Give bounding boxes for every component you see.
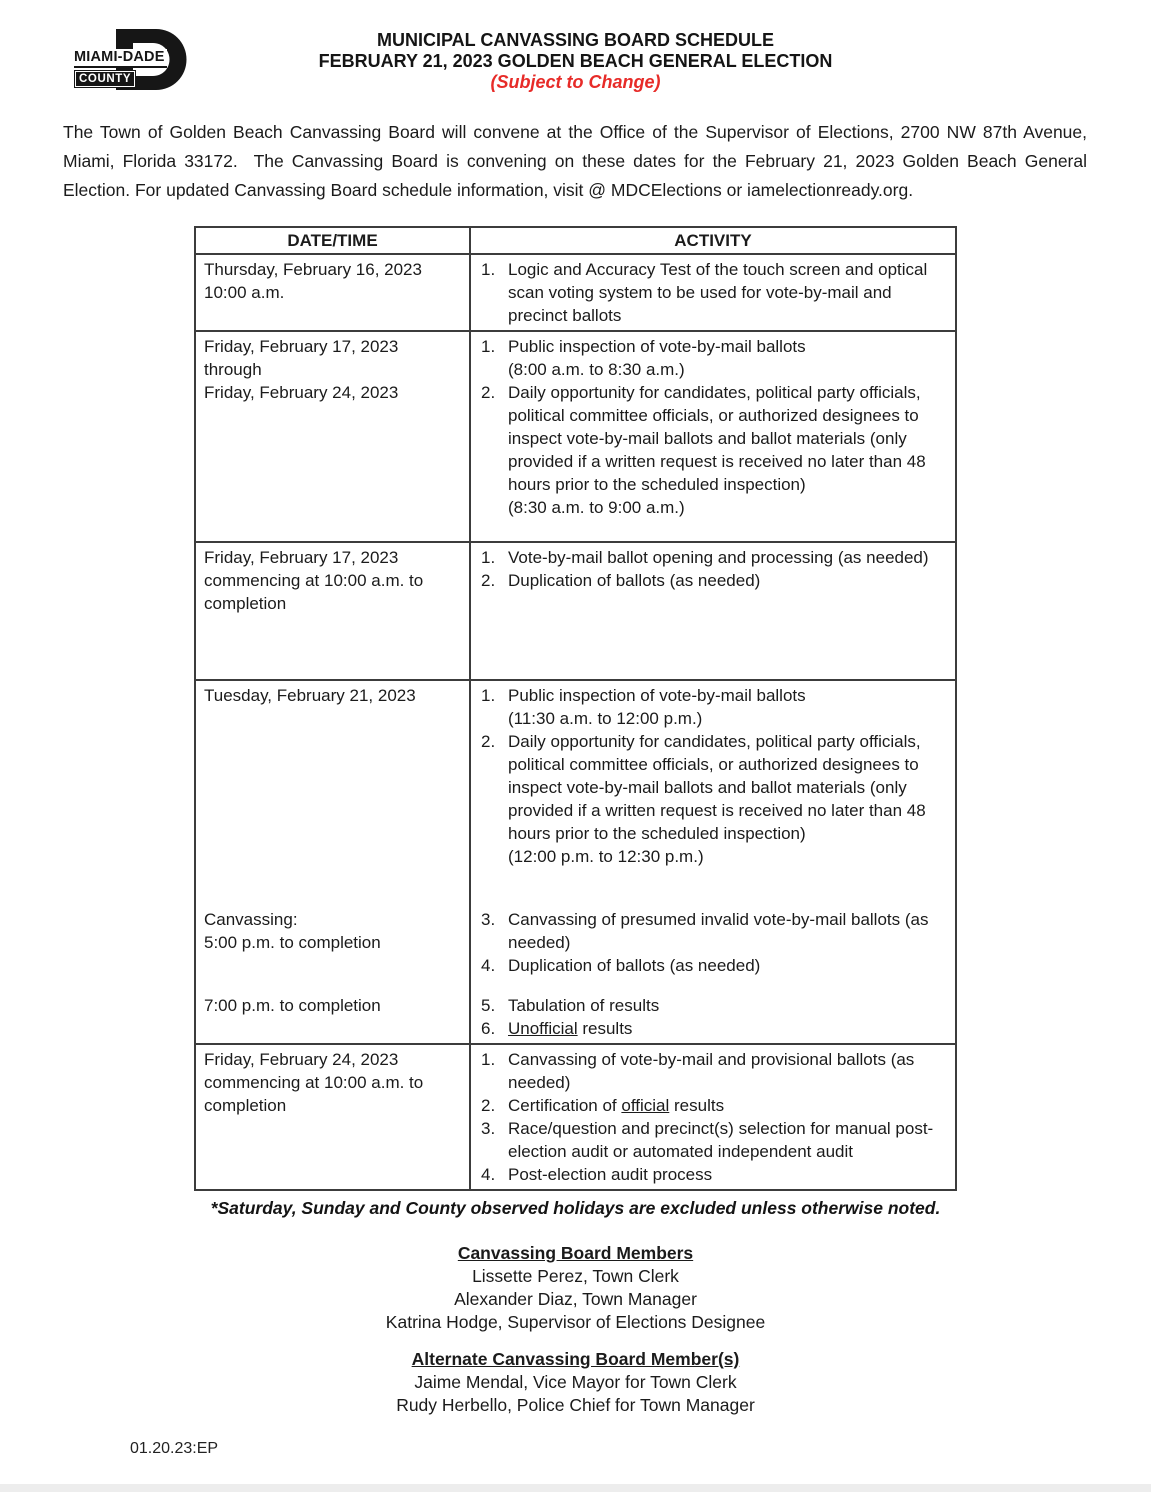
date-time-cell	[196, 1045, 471, 1189]
board-members-list	[0, 1265, 1151, 1334]
logo-county-text: COUNTY	[74, 70, 136, 88]
date-time-line: Friday, February 17, 2023	[204, 548, 399, 567]
activity-item-text: Public inspection of vote-by-mail ballots (11:30 a.m. to 12:00 p.m.)	[508, 686, 806, 728]
table-row-section	[196, 681, 955, 905]
table-body	[196, 255, 955, 1189]
date-time-line: Thursday, February 16, 2023	[204, 260, 422, 279]
date-time-line: Friday, February 24, 2023	[204, 1050, 399, 1069]
activity-item	[481, 1117, 947, 1163]
activity-item-text: Certification of official results	[508, 1096, 725, 1115]
board-member: Alexander Diaz, Town Manager	[454, 1289, 697, 1309]
column-header-activity: ACTIVITY	[674, 231, 752, 250]
activity-item-text: Unofficial results	[508, 1019, 633, 1038]
activity-item-number: 3.	[481, 1119, 496, 1138]
date-time-line: commencing at 10:00 a.m. to	[204, 1073, 424, 1092]
page-bottom-edge	[0, 1484, 1151, 1492]
date-time-line: through	[204, 360, 262, 379]
activity-item-text: Canvassing of presumed invalid vote-by-mail ballots (as needed)	[508, 910, 929, 952]
date-time-line: Friday, February 24, 2023	[204, 383, 399, 402]
logo-name-text: MIAMI-DADE	[74, 49, 167, 68]
activity-item-text: Vote-by-mail ballot opening and processing (as needed)	[508, 548, 929, 567]
activity-item-number: 2.	[481, 571, 496, 590]
table-row-section	[196, 543, 955, 679]
activity-item-text: Tabulation of results	[508, 996, 660, 1015]
activity-cell	[471, 991, 955, 1043]
activity-item-number: 1.	[481, 686, 496, 705]
activity-item	[481, 335, 947, 381]
activity-item-number: 2.	[481, 1096, 496, 1115]
date-time-cell	[196, 255, 471, 330]
activity-item	[481, 684, 947, 730]
activity-cell	[471, 681, 955, 905]
activity-item	[481, 569, 947, 592]
activity-cell	[471, 1045, 955, 1189]
alternate-members-section	[0, 1348, 1151, 1417]
activity-item-number: 4.	[481, 956, 496, 975]
table-row	[196, 541, 955, 679]
date-time-line: Canvassing:	[204, 910, 298, 929]
table-row	[196, 330, 955, 541]
column-header-date-time: DATE/TIME	[196, 228, 471, 253]
table-row-section	[196, 991, 955, 1043]
activity-item-text: Race/question and precinct(s) selection for manual post-election audit or automated independent audit	[508, 1119, 934, 1161]
schedule-table	[194, 226, 957, 1191]
board-member: Katrina Hodge, Supervisor of Elections Designee	[385, 1312, 766, 1332]
activity-item-number: 1.	[481, 1050, 496, 1069]
date-time-cell	[196, 681, 471, 905]
table-header-row	[196, 228, 955, 255]
date-time-cell	[196, 905, 471, 991]
intro-paragraph: The Town of Golden Beach Canvassing Board will convene at the Office of the Supervisor of Elections, 2700 NW 87th Avenue, Miami, Florida 33172. The Canvassing Board is convening on these dates for the February 21, 2023 Golden Beach General Election. For updated Canvassing Board schedule information, visit @ MDCElections or iamelectionready.org.	[63, 122, 1087, 200]
alternate-members-list	[0, 1371, 1151, 1417]
table-row	[196, 255, 955, 330]
activity-item-text: Post-election audit process	[508, 1165, 713, 1184]
activity-item	[481, 994, 947, 1017]
table-row-section	[196, 255, 955, 330]
date-time-line: commencing at 10:00 a.m. to	[204, 571, 424, 590]
activity-cell	[471, 255, 955, 330]
date-time-line: completion	[204, 594, 287, 613]
board-members-section	[0, 1242, 1151, 1334]
activity-cell	[471, 543, 955, 679]
date-time-cell	[196, 543, 471, 679]
date-time-line: completion	[204, 1096, 287, 1115]
alternate-members-heading: Alternate Canvassing Board Member(s)	[411, 1349, 740, 1369]
activity-item-number: 2.	[481, 383, 496, 402]
activity-cell	[471, 905, 955, 991]
board-member: Lissette Perez, Town Clerk	[472, 1266, 679, 1286]
activity-item	[481, 908, 947, 954]
board-members-heading: Canvassing Board Members	[457, 1243, 694, 1263]
date-time-cell	[196, 332, 471, 541]
activity-item-number: 4.	[481, 1165, 496, 1184]
footnote: *Saturday, Sunday and County observed holidays are excluded unless otherwise noted.	[210, 1198, 941, 1218]
activity-item-number: 2.	[481, 732, 496, 751]
table-row-section	[196, 1045, 955, 1189]
activity-item-text: Duplication of ballots (as needed)	[508, 956, 761, 975]
activity-item	[481, 546, 947, 569]
activity-item	[481, 1048, 947, 1094]
activity-item-number: 1.	[481, 337, 496, 356]
date-time-cell	[196, 991, 471, 1043]
activity-item-number: 6.	[481, 1019, 496, 1038]
activity-item-text: Public inspection of vote-by-mail ballots (8:00 a.m. to 8:30 a.m.)	[508, 337, 806, 379]
doc-code: 01.20.23:EP	[130, 1440, 219, 1457]
date-time-line: 7:00 p.m. to completion	[204, 996, 381, 1015]
table-row	[196, 679, 955, 1043]
activity-item-number: 3.	[481, 910, 496, 929]
table-row	[196, 1043, 955, 1189]
miami-dade-logo	[74, 28, 188, 91]
table-row-section	[196, 332, 955, 541]
activity-item	[481, 258, 947, 327]
date-time-line: Friday, February 17, 2023	[204, 337, 399, 356]
activity-item	[481, 1163, 947, 1186]
doc-subtitle: (Subject to Change)	[490, 72, 661, 92]
activity-item-number: 1.	[481, 548, 496, 567]
activity-item-text: Logic and Accuracy Test of the touch screen and optical scan voting system to be used for vote-by-mail and precinct ballots	[508, 260, 928, 325]
doc-title-line1: MUNICIPAL CANVASSING BOARD SCHEDULE	[376, 30, 775, 50]
activity-item-text: Canvassing of vote-by-mail and provisional ballots (as needed)	[508, 1050, 915, 1092]
table-row-section	[196, 905, 955, 991]
activity-item-text: Daily opportunity for candidates, political party officials, political committee officials, or authorized designees to inspect vote-by-mail ballots and ballot materials (only provided if a written request is received no later than 48 hours prior to the scheduled inspection) (12:00 p.m. to 12:30 p.m.)	[508, 732, 926, 866]
activity-item	[481, 1017, 947, 1040]
date-time-line: Tuesday, February 21, 2023	[204, 686, 416, 705]
activity-item-text: Duplication of ballots (as needed)	[508, 571, 761, 590]
activity-item	[481, 730, 947, 868]
activity-item-number: 5.	[481, 996, 496, 1015]
doc-title-line2: FEBRUARY 21, 2023 GOLDEN BEACH GENERAL ELECTION	[318, 51, 833, 71]
activity-item-text: Daily opportunity for candidates, political party officials, political committee officials, or authorized designees to inspect vote-by-mail ballots and ballot materials (only provided if a written request is received no later than 48 hours prior to the scheduled inspection) (8:30 a.m. to 9:00 a.m.)	[508, 383, 926, 517]
alternate-member: Jaime Mendal, Vice Mayor for Town Clerk	[414, 1372, 737, 1392]
date-time-line: 5:00 p.m. to completion	[204, 933, 381, 952]
activity-item	[481, 381, 947, 519]
activity-item	[481, 954, 947, 977]
activity-item	[481, 1094, 947, 1117]
date-time-line: 10:00 a.m.	[204, 283, 285, 302]
alternate-member: Rudy Herbello, Police Chief for Town Manager	[396, 1395, 755, 1415]
activity-item-number: 1.	[481, 260, 496, 279]
activity-cell	[471, 332, 955, 541]
